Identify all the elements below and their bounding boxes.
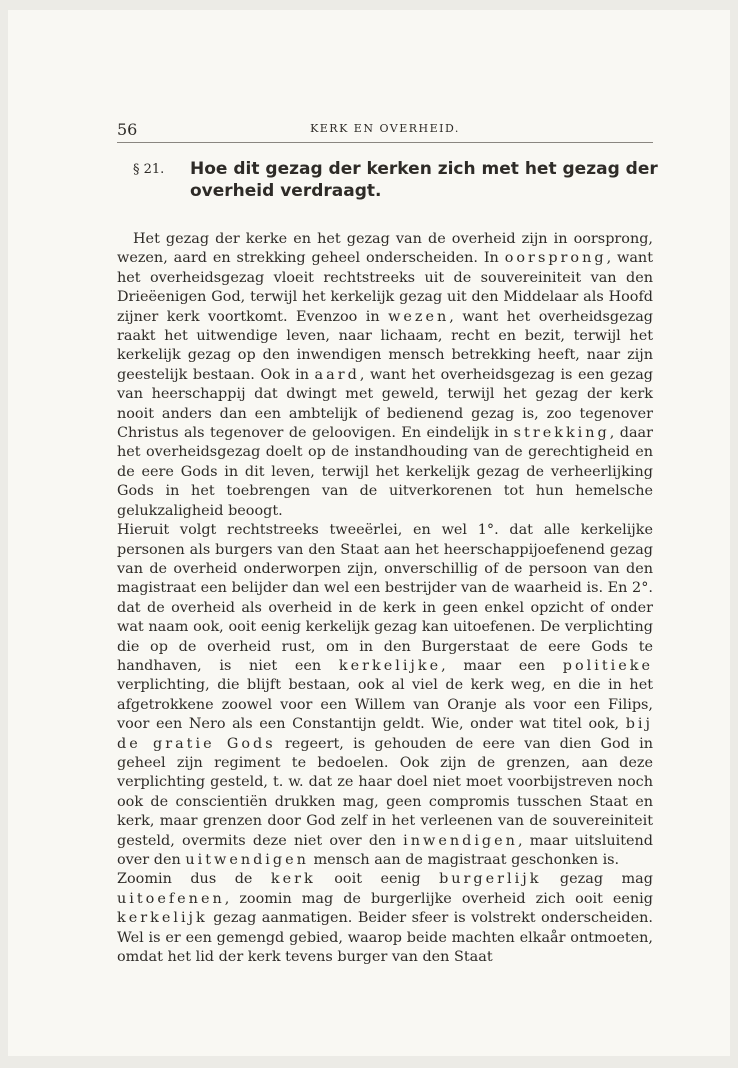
spaced-emphasis: wezen <box>388 308 450 325</box>
text-run: , maar een <box>441 657 563 674</box>
spaced-emphasis: uitoefenen <box>117 890 225 907</box>
text-run: Zoomin dus de <box>117 871 271 888</box>
text-run: , want het overheidsgezag raakt het uitwendige leven, naar lichaam, recht en bezit, terwijl het kerkelijk gezag op den inwendigen mensch betrekking heeft, naar zijn geestelijk bestaan. Ook in <box>117 308 653 383</box>
text-run: , want het overheidsgezag vloeit rechtstreeks uit de souvereiniteit van den Drieëenigen God, terwijl het kerkelijk gezag uit den Middelaar als Hoofd zijner kerk voortkomt. Evenzoo in <box>117 250 653 325</box>
text-run: gezag aanmatigen. Beider sfeer is volstrekt onderscheiden. Wel is er een gemengd gebied, waarop beide machten elkaår ontmoeten, omdat het lid der kerk tevens burger van den Staat <box>117 910 653 966</box>
spaced-emphasis: kerkelijke <box>338 657 442 674</box>
text-run: gezag mag <box>541 871 653 888</box>
spaced-emphasis: kerk <box>270 871 316 888</box>
spaced-emphasis: oorsprong <box>504 250 607 267</box>
section-title: Hoe dit gezag der kerken zich met het gezag der overheid verdraagt. <box>190 159 658 201</box>
text-run: Het gezag der kerke en het gezag van de overheid zijn in oorsprong, wezen, aard en strekking geheel onderscheiden. In <box>117 231 653 267</box>
text-run: , daar het overheidsgezag doelt op de instandhouding van de gerechtigheid en de eere Gods in dit leven, terwijl het kerkelijk gezag de verheerlijking Gods in het toebrengen van de uitverkorenen tot hun hemelsche gelukzaligheid beoogt. <box>117 425 653 519</box>
spaced-emphasis: uitwendigen <box>185 852 309 868</box>
text-run: mensch aan de magistraat geschonken is. <box>308 852 620 868</box>
page-number: 56 <box>117 120 138 139</box>
text-run: , want het overheidsgezag is een gezag van heerschappij dat dwingt met geweld, terwijl het gezag der kerk nooit anders dan een ambtelijk of bedienend gezag is, zoo tegenover Christus als tegenover de geloovigen. En eindelijk in <box>117 366 653 442</box>
spaced-emphasis: aard <box>314 366 360 383</box>
spaced-emphasis: politieke <box>562 657 653 674</box>
text-run: , maar uitsluitend over den <box>117 832 653 868</box>
spaced-emphasis: bij de gratie Gods <box>117 716 653 752</box>
text-run: regeert, is gehouden de eere van dien God in geheel zijn regiment te bedoelen. Ook zijn de grenzen, aan deze verplichting gesteld, t. w. dat ze haar doel niet moet voorbijstreven noch ook de conscientiën drukken mag, geen compromis tusschen Staat en kerk, maar grenzen door God zelf in het verleenen van de souvereiniteit gesteld, overmits deze niet over den <box>117 735 653 849</box>
header-rule <box>117 142 653 143</box>
spaced-emphasis: kerkelijk <box>117 910 208 927</box>
spaced-emphasis: burgerlijk <box>439 871 542 888</box>
paragraph-3 <box>117 870 653 967</box>
text-run: ooit eenig <box>315 871 440 888</box>
text-run: verplichting, die blijft bestaan, ook al viel de kerk weg, en die in het afgetrokkene zoowel voor een Willem van Oranje als voor een Filips, voor een Nero als een Constantijn geldt. Wie, onder wat titel ook, <box>117 677 653 733</box>
spaced-emphasis: strekking <box>513 425 610 442</box>
text-run: Hieruit volgt rechtstreeks tweeërlei, en wel 1°. dat alle kerkelijke personen als burgers van den Staat aan het heerschappijoefenend gezag van de overheid onderworpen zijn, onverschillig of de persoon van den magistraat een belijder dan wel een bestrijder van de waarheid is. En 2°. dat de overheid als overheid in de kerk in geen enkel opzicht of onder wat naam ook, ooit eenig kerkelijk gezag kan uitoefenen. De verplichting die op de overheid rust, om in den Burgerstaat de eere Gods te handhaven, is niet een <box>117 522 653 674</box>
section-number: § 21. <box>133 162 165 177</box>
running-title: KERK EN OVERHEID. <box>310 122 460 135</box>
body-text <box>117 230 653 967</box>
page-header <box>117 120 653 140</box>
text-run: , zoomin mag de burgerlijke overheid zich ooit eenig <box>224 890 653 907</box>
paragraph-2 <box>117 521 653 870</box>
book-page <box>8 10 730 1056</box>
paragraph-1 <box>117 230 653 521</box>
spaced-emphasis: inwendigen <box>403 832 518 849</box>
